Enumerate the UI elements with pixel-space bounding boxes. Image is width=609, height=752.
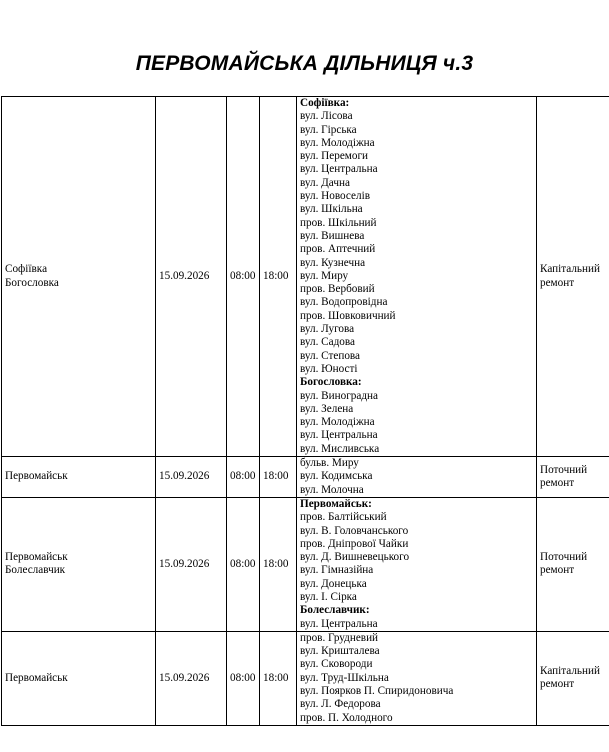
street-item: вул. Центральна: [300, 617, 378, 630]
work-type-text: ремонт: [540, 564, 575, 577]
start-time-cell: 08:00: [227, 497, 260, 631]
table-row: [2, 457, 609, 498]
end-time-cell: 18:00: [260, 97, 297, 457]
street-item: пров. Шкільний: [300, 216, 377, 229]
street-item: вул. Кузнечна: [300, 256, 366, 269]
address-list-cell: [297, 631, 537, 725]
street-item: вул. Перемоги: [300, 150, 369, 163]
street-item: вул. Лісова: [300, 110, 353, 123]
address-list-cell: [297, 457, 537, 498]
street-item: пров. Балтійський: [300, 511, 387, 524]
work-type-cell: [537, 457, 609, 498]
work-type-text: Поточний: [540, 463, 588, 476]
street-item: вул. Молочна: [300, 483, 364, 496]
settlement-heading: Болеславчик:: [300, 604, 370, 617]
start-time-cell: 08:00: [227, 631, 260, 725]
settlement-name: Первомайськ: [5, 551, 68, 564]
settlement-cell: [2, 97, 156, 457]
end-time-cell: 18:00: [260, 631, 297, 725]
work-type-cell: [537, 97, 609, 457]
street-item: пров. Аптечний: [300, 243, 376, 256]
date-cell: 15.09.2026: [156, 631, 227, 725]
street-item: вул. Центральна: [300, 429, 378, 442]
street-item: вул. Мисливська: [300, 442, 380, 455]
date-cell: 15.09.2026: [156, 497, 227, 631]
date-cell: 15.09.2026: [156, 457, 227, 498]
street-item: вул. Сковороди: [300, 658, 373, 671]
street-item: вул. Новоселів: [300, 190, 370, 203]
work-type-text: Капітальний: [540, 263, 600, 276]
work-type-text: ремонт: [540, 276, 575, 289]
table-row: [2, 97, 609, 457]
settlement-name: Болеславчик: [5, 564, 66, 577]
work-type-cell: [537, 631, 609, 725]
settlement-name: Первомайськ: [5, 470, 68, 483]
street-item: вул. Зелена: [300, 402, 354, 415]
work-type-text: ремонт: [540, 476, 575, 489]
address-list-cell: [297, 97, 537, 457]
street-item: пров. Шовковичний: [300, 309, 396, 322]
table-row: [2, 631, 609, 725]
settlement-heading: Софіївка:: [300, 97, 350, 109]
street-item: вул. Д. Вишневецького: [300, 551, 410, 564]
page-title: ПЕРВОМАЙСЬКА ДІЛЬНИЦЯ ч.3: [135, 52, 474, 75]
street-item: вул. Юності: [300, 362, 358, 375]
street-item: вул. Миру: [300, 269, 349, 282]
address-list-cell: [297, 497, 537, 631]
settlement-name: Богословка: [5, 276, 59, 289]
settlement-cell: [2, 631, 156, 725]
street-item: вул. Виноградна: [300, 389, 379, 402]
street-item: пров. П. Холодного: [300, 711, 393, 724]
street-item: вул. Садова: [300, 336, 355, 349]
work-type-text: Поточний: [540, 551, 588, 564]
street-item: вул. Молодіжна: [300, 416, 375, 429]
street-item: вул. Гірська: [300, 123, 357, 136]
street-item: вул. І. Сірка: [300, 590, 357, 603]
work-type-cell: [537, 497, 609, 631]
street-item: вул. Лугова: [300, 323, 355, 336]
street-item: вул. Донецька: [300, 577, 367, 590]
street-item: пров. Грудневий: [300, 631, 379, 644]
street-item: вул. Водопровідна: [300, 296, 388, 309]
street-item: вул. В. Головчанського: [300, 524, 409, 537]
settlement-heading: Первомайськ:: [300, 497, 372, 510]
street-item: вул. Молодіжна: [300, 136, 375, 149]
street-item: вул. Кришталева: [300, 645, 380, 658]
street-item: вул. Л. Федорова: [300, 698, 381, 711]
street-item: вул. Труд-Шкільна: [300, 671, 389, 684]
end-time-cell: 18:00: [260, 497, 297, 631]
street-item: вул. Вишнева: [300, 229, 365, 242]
street-item: вул. Кодимська: [300, 470, 373, 483]
settlement-cell: [2, 457, 156, 498]
settlement-cell: [2, 497, 156, 631]
end-time-cell: 18:00: [260, 457, 297, 498]
work-type-text: ремонт: [540, 678, 575, 691]
street-item: пров. Вербовий: [300, 283, 375, 296]
outage-schedule-table: [1, 96, 609, 726]
start-time-cell: 08:00: [227, 97, 260, 457]
street-item: вул. Поярков П. Спиридоновича: [300, 685, 454, 698]
settlement-name: Первомайськ: [5, 671, 68, 684]
work-type-text: Капітальний: [540, 665, 600, 678]
settlement-heading: Богословка:: [300, 376, 362, 389]
street-item: вул. Дачна: [300, 176, 350, 189]
date-cell: 15.09.2026: [156, 97, 227, 457]
start-time-cell: 08:00: [227, 457, 260, 498]
street-item: бульв. Миру: [300, 457, 359, 470]
street-item: вул. Шкільна: [300, 203, 363, 216]
street-item: вул. Центральна: [300, 163, 378, 176]
table-row: [2, 497, 609, 631]
street-item: вул. Степова: [300, 349, 361, 362]
settlement-name: Софіївка: [5, 263, 48, 276]
street-item: пров. Дніпрової Чайки: [300, 537, 409, 550]
street-item: вул. Гімназійна: [300, 564, 374, 577]
